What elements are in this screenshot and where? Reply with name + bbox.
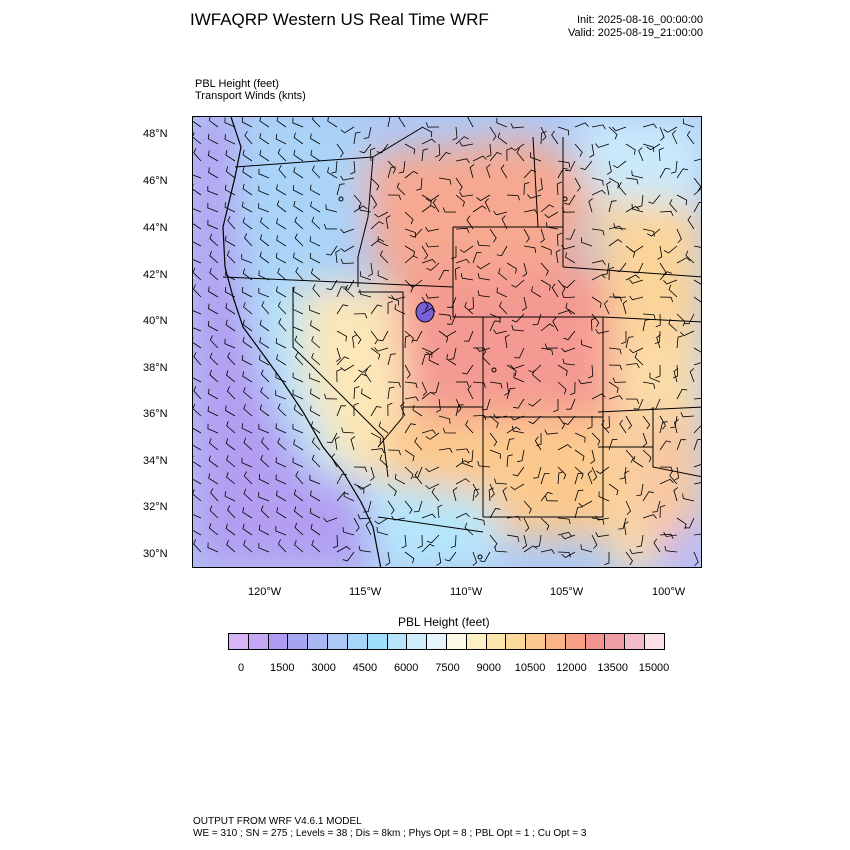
time-info: [560, 14, 703, 40]
colorbar-swatch: [605, 634, 625, 649]
lat-label-30: 30°N: [143, 548, 168, 560]
lat-label-48: 48°N: [143, 128, 168, 140]
colorbar-tick-label: 13500: [597, 662, 628, 674]
colorbar-swatch: [388, 634, 408, 649]
lat-label-42: 42°N: [143, 269, 168, 281]
colorbar-swatch: [308, 634, 328, 649]
colorbar-tick-label: 0: [237, 662, 245, 674]
colorbar-swatch: [447, 634, 467, 649]
colorbar-title: PBL Height (feet): [398, 615, 490, 629]
colorbar-swatch: [348, 634, 368, 649]
lat-label-38: 38°N: [143, 362, 168, 374]
lat-label-32: 32°N: [143, 501, 168, 513]
colorbar-tick-label: 7500: [435, 662, 460, 674]
colorbar-swatch: [526, 634, 546, 649]
lat-label-40: 40°N: [143, 315, 168, 327]
footer-model: OUTPUT FROM WRF V4.6.1 MODEL: [193, 816, 362, 827]
colorbar-tick-label: 15000: [638, 662, 670, 674]
lat-label-34: 34°N: [143, 455, 168, 467]
colorbar-swatch: [407, 634, 427, 649]
colorbar-swatch: [368, 634, 388, 649]
field-label: PBL Height (feet): [195, 78, 279, 90]
lon-label-105: 105°W: [550, 586, 584, 598]
field-labels: [195, 78, 306, 102]
colorbar-swatch: [625, 634, 645, 649]
colorbar-swatch: [269, 634, 289, 649]
colorbar-swatch: [506, 634, 526, 649]
colorbar-swatch: [427, 634, 447, 649]
colorbar-tick-label: 1500: [270, 662, 295, 674]
footer-params: WE = 310 ; SN = 275 ; Levels = 38 ; Dis = 8km ; Phys Opt = 8 ; PBL Opt = 1 ; Cu Opt = 3: [193, 828, 587, 839]
colorbar-swatch: [487, 634, 507, 649]
colorbar-swatch: [328, 634, 348, 649]
lat-label-44: 44°N: [143, 222, 168, 234]
model-footer: [193, 816, 586, 840]
colorbar-swatch: [229, 634, 249, 649]
colorbar-swatch: [249, 634, 269, 649]
wind-label: Transport Winds (knts): [195, 90, 306, 102]
lat-label-46: 46°N: [143, 175, 168, 187]
colorbar-swatch: [566, 634, 586, 649]
colorbar-tick-label: 4500: [352, 662, 378, 674]
lon-label-110: 110°W: [450, 586, 483, 598]
colorbar-swatch: [546, 634, 566, 649]
colorbar-swatch: [288, 634, 308, 649]
lon-label-100: 100°W: [652, 586, 686, 598]
colorbar-tick-label: 3000: [311, 662, 336, 674]
colorbar-tick-label: 6000: [393, 662, 419, 674]
map-title: IWFAQRP Western US Real Time WRF: [190, 10, 489, 29]
init-time: Init: 2025-08-16_00:00:00: [577, 14, 703, 26]
colorbar: [228, 633, 665, 650]
map-panel: [192, 116, 702, 568]
colorbar-tick-label: 12000: [556, 662, 587, 674]
colorbar-tick-label: 10500: [514, 662, 546, 674]
colorbar-swatch: [645, 634, 664, 649]
lon-label-115: 115°W: [349, 586, 382, 598]
colorbar-swatch: [586, 634, 606, 649]
valid-time: Valid: 2025-08-19_21:00:00: [568, 27, 703, 39]
colorbar-tick-label: 9000: [476, 662, 502, 674]
colorbar-swatch: [467, 634, 487, 649]
lat-label-36: 36°N: [143, 408, 168, 420]
pbl-height-map: [193, 117, 702, 568]
lon-label-120: 120°W: [248, 586, 282, 598]
